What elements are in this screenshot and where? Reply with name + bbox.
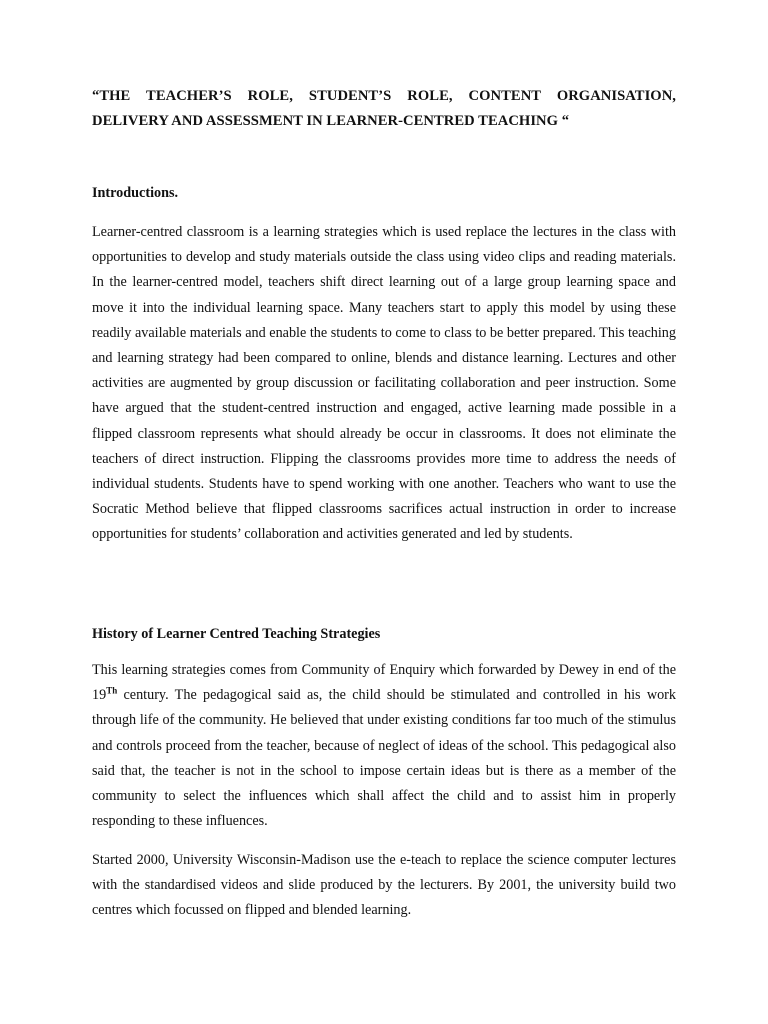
introduction-heading: Introductions. <box>92 185 179 201</box>
title-line-2: DELIVERY AND ASSESSMENT IN LEARNER-CENTRED TEACHING “ <box>92 113 570 129</box>
ordinal-superscript: Th <box>106 685 118 696</box>
history-paragraph-1-text-b: century. The pedagogical said as, the child should be stimulated and controlled in his work through life of the community. He believed that under existing conditions far too much of the stimulus and controls proceed from the teacher, because of neglect of ideas of the school. This pedagogical also said that, the teacher is not in the school to impose certain ideas but is there as a member of the community to select the influences which shall affect the child and to assist him in properly responding to these influences. <box>92 687 676 830</box>
history-paragraph-1 <box>92 658 676 834</box>
title-line-1: “THE TEACHER’S ROLE, STUDENT’S ROLE, CONTENT ORGANISATION, <box>92 88 676 104</box>
history-paragraph-2: Started 2000, University Wisconsin-Madison use the e-teach to replace the science computer lectures with the standardised videos and slide produced by the lecturers. By 2001, the university build two centres which focussed on flipped and blended learning. <box>92 852 676 919</box>
history-heading: History of Learner Centred Teaching Strategies <box>92 626 381 642</box>
document-title <box>92 84 676 134</box>
history-paragraph-1-text-a: This learning strategies comes from Community of Enquiry which forwarded by Dewey in end of the 19 <box>92 662 676 704</box>
introduction-paragraph: Learner-centred classroom is a learning strategies which is used replace the lectures in the class with opportunities to develop and study materials outside the class using video clips and reading materials. In the learner-centred model, teachers shift direct learning out of a large group learning space and move it into the individual learning space. Many teachers start to apply this model by using these readily available materials and enable the students to come to class to be better prepared. This teaching and learning strategy had been compared to online, blends and distance learning. Lectures and other activities are augmented by group discussion or facilitating collaboration and peer instruction. Some have argued that the student-centred instruction and engaged, active learning made possible in a flipped classroom represents what should already be occur in classrooms. It does not eliminate the teachers of direct instruction. Flipping the classrooms provides more time to address the needs of individual students. Students have to spend working with one another. Teachers who want to use the Socratic Method believe that flipped classrooms sacrifices actual instruction in order to increase opportunities for students’ collaboration and activities generated and led by students. <box>92 224 676 543</box>
